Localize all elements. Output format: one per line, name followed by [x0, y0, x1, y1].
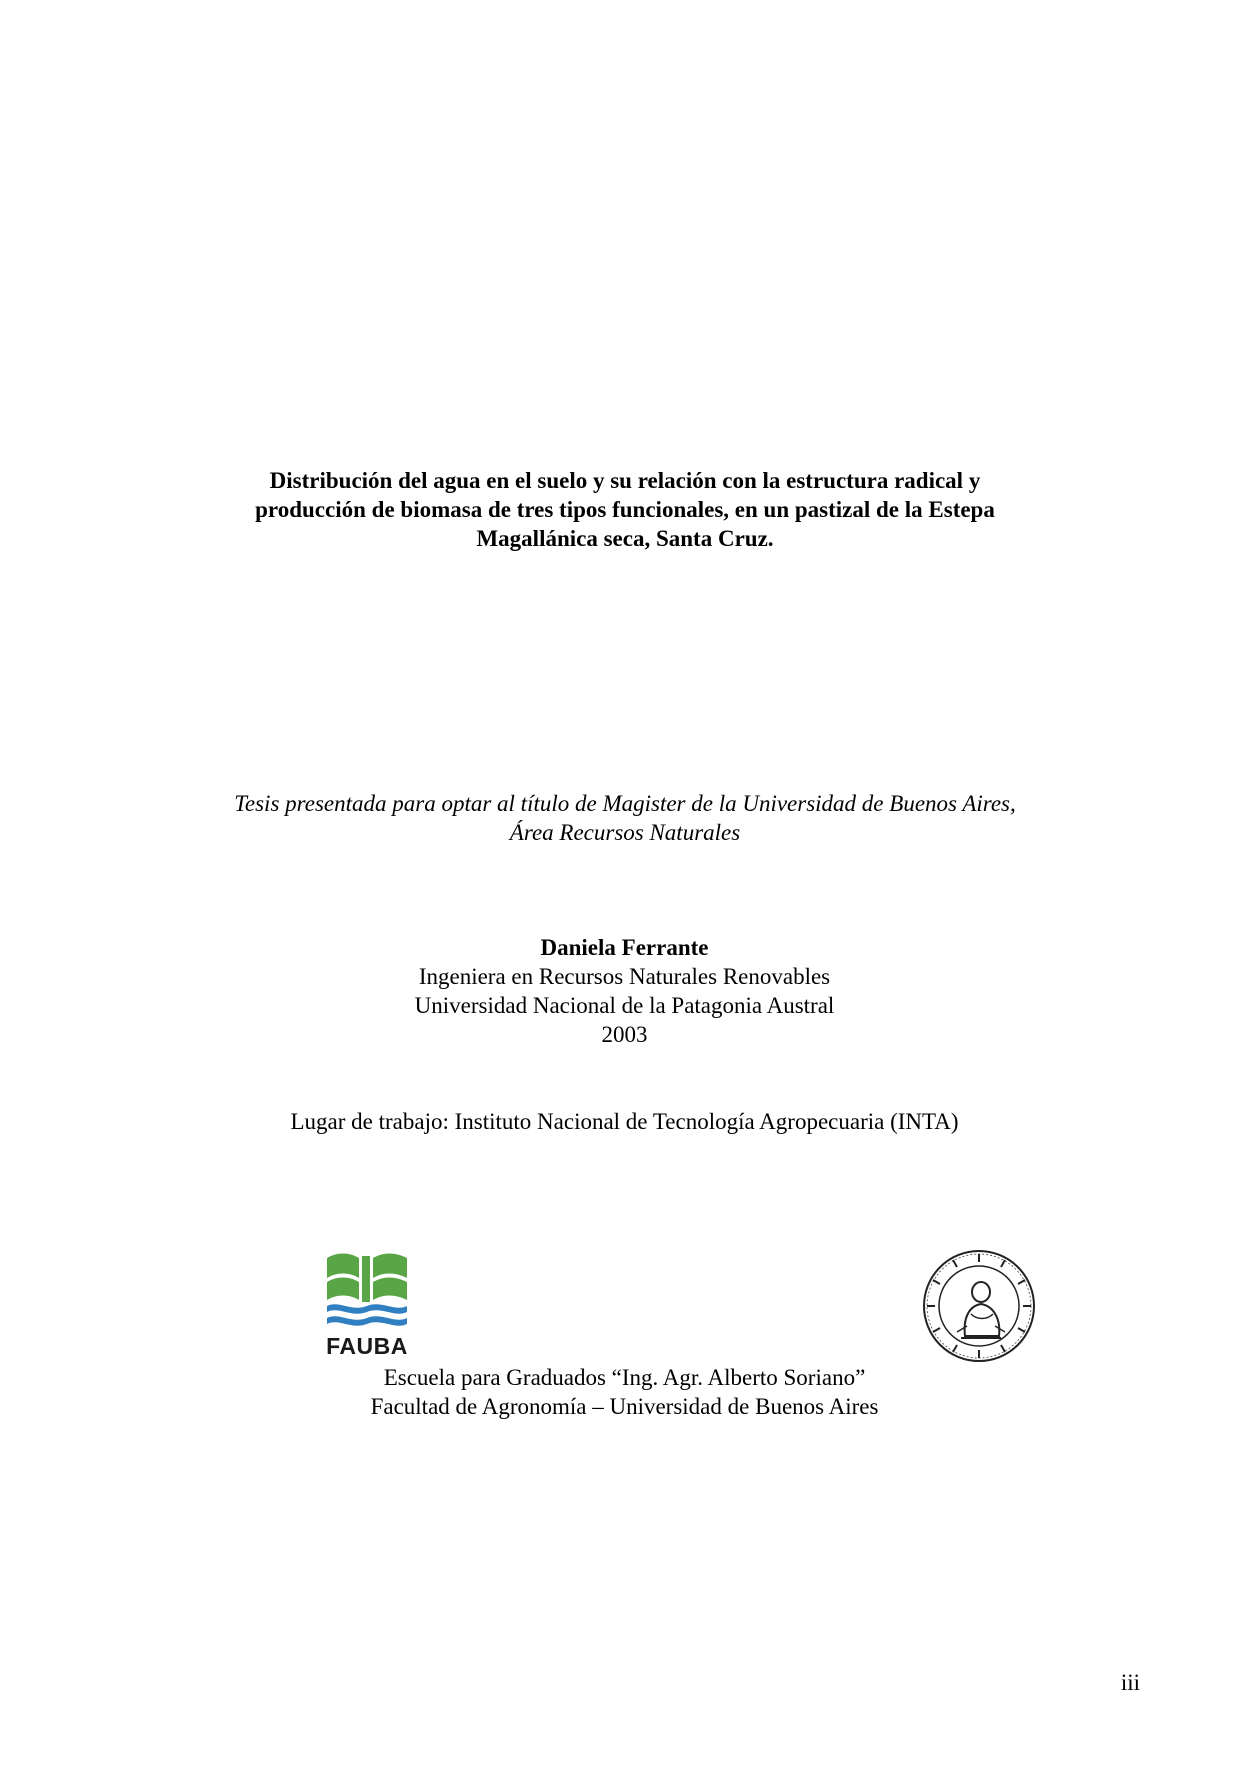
author-block [300, 933, 949, 1049]
fauba-logo [325, 1252, 409, 1364]
school-line-1: Escuela para Graduados “Ing. Agr. Alberto Soriano” [383, 1365, 866, 1390]
workplace: Lugar de trabajo: Instituto Nacional de Tecnología Agropecuaria (INTA) [290, 1109, 959, 1134]
university-seal [921, 1248, 1037, 1364]
university-seal-icon [921, 1248, 1037, 1364]
graduate-school [300, 1363, 949, 1421]
thesis-title [240, 466, 1010, 553]
title-line-1: Distribución del agua en el suelo y su relación con la estructura radical y [269, 468, 981, 493]
thesis-line-2: Área Recursos Naturales [509, 820, 741, 845]
author-university: Universidad Nacional de la Patagonia Austral [414, 993, 835, 1018]
author-name: Daniela Ferrante [540, 935, 709, 960]
title-line-2: producción de biomasa de tres tipos funcionales, en un pastizal de la Estepa [255, 497, 995, 522]
fauba-logo-text: FAUBA [326, 1333, 408, 1359]
school-line-2: Facultad de Agronomía – Universidad de Buenos Aires [370, 1394, 879, 1419]
author-degree: Ingeniera en Recursos Naturales Renovables [418, 964, 831, 989]
title-line-3: Magallánica seca, Santa Cruz. [476, 526, 774, 551]
author-year: 2003 [601, 1022, 648, 1047]
thesis-line-1: Tesis presentada para optar al título de Magister de la Universidad de Buenos Aires, [234, 791, 1016, 816]
page-number: iii [1120, 1670, 1140, 1695]
thesis-statement [170, 789, 1080, 847]
fauba-emblem-icon [325, 1252, 409, 1332]
